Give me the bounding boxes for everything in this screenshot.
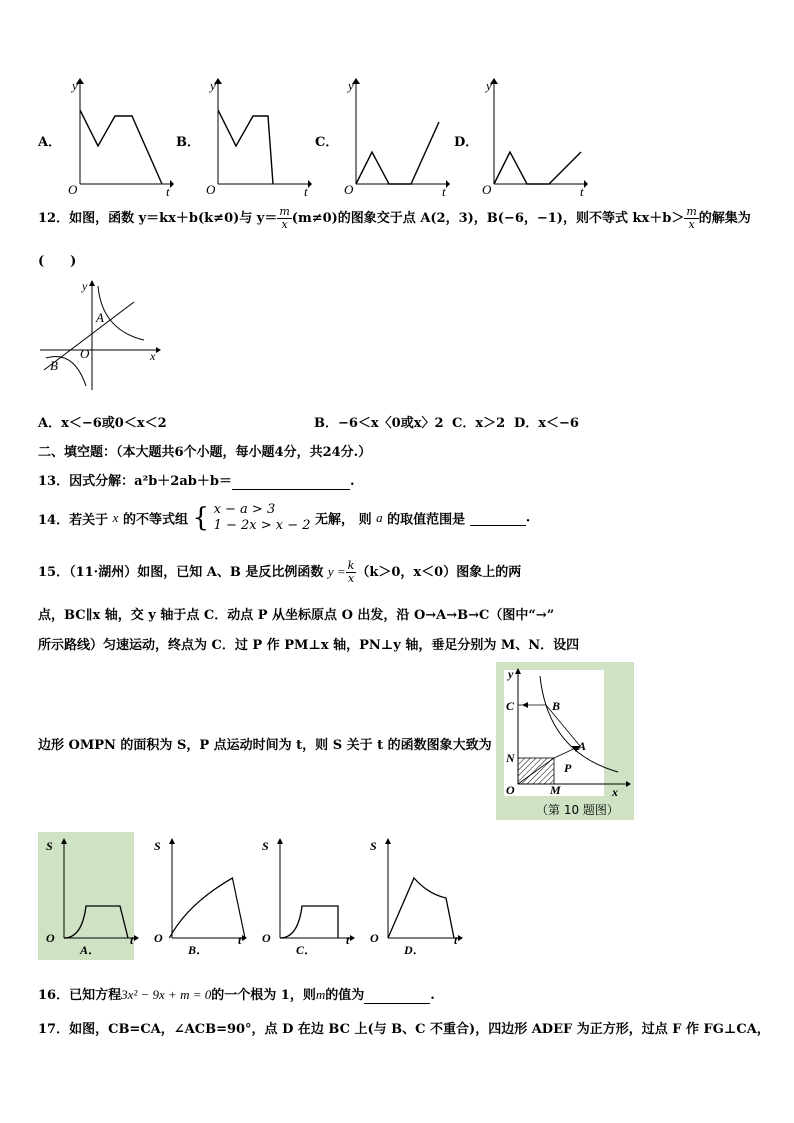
q15-line-1 bbox=[38, 560, 521, 585]
q15-fig-o: O bbox=[506, 783, 515, 797]
q14-text-1: 14．若关于 bbox=[38, 512, 109, 528]
q15-option-b-graph[interactable] bbox=[146, 834, 256, 960]
q11-option-c-label: C． bbox=[315, 135, 339, 150]
q12-stem bbox=[38, 206, 751, 231]
q11-option-a-label: A． bbox=[38, 135, 62, 150]
q12-fig-o: O bbox=[80, 346, 90, 361]
q15-b-s: S bbox=[154, 839, 161, 853]
q12-text-2: (m≠0)的图象交于点 A(2，3)，B(−6，−1)，则不等式 kx＋b＞ bbox=[291, 211, 685, 226]
q11-d-y: y bbox=[486, 78, 492, 93]
q14-text-2: 的不等式组 bbox=[122, 512, 188, 528]
q15-a-o: O bbox=[46, 931, 55, 945]
q14-text-3: 无解， 则 bbox=[315, 512, 372, 528]
q11-c-o: O bbox=[344, 182, 354, 197]
q15-a-t: t bbox=[130, 933, 134, 947]
q15-line-4: 边形 OMPN 的面积为 S，P 点运动时间为 t，则 S 关于 t 的函数图象大致为 bbox=[38, 738, 492, 753]
q13-end: . bbox=[349, 474, 355, 489]
q15-fig-m: M bbox=[550, 783, 561, 797]
q12-fig-b: B bbox=[50, 358, 58, 373]
q14-answer-blank[interactable] bbox=[470, 510, 526, 526]
q11-a-y: y bbox=[72, 78, 78, 93]
q16-answer-blank[interactable] bbox=[364, 988, 430, 1004]
q11-a-o: O bbox=[68, 182, 78, 197]
q15-line-3: 所示路线）匀速运动，终点为 C．过 P 作 PM⊥x 轴，PN⊥y 轴，垂足分别为 M、N．设四 bbox=[38, 638, 580, 653]
q15-option-d-graph[interactable] bbox=[362, 834, 472, 960]
q14-inequality-2: 1 − 2x > x − 2 bbox=[213, 518, 311, 533]
q14-inequality-1: x − a > 3 bbox=[213, 502, 276, 517]
q12-option-b[interactable]: B．−6＜x〈0或x〉2 bbox=[314, 416, 444, 431]
q15-option-a-graph[interactable] bbox=[38, 834, 148, 960]
q11-option-d-label: D． bbox=[454, 135, 479, 150]
q15-d-t: t bbox=[454, 933, 458, 947]
q15-fig-y: y bbox=[508, 667, 514, 681]
q11-b-o: O bbox=[206, 182, 216, 197]
q15-b-label: B． bbox=[188, 943, 209, 957]
q12-frac1-den: x bbox=[281, 218, 288, 231]
q12-figure bbox=[34, 278, 164, 396]
q16-text-2: 的一个根为 1，则 bbox=[211, 988, 316, 1003]
q12-option-a[interactable]: A．x＜−6或0＜x＜2 bbox=[38, 416, 167, 431]
q12-fig-a: A bbox=[96, 310, 104, 325]
q11-graph-b bbox=[198, 76, 313, 198]
q15-c-label: C． bbox=[296, 943, 317, 957]
q15-frac-num: k bbox=[347, 559, 355, 572]
q15-figure bbox=[496, 662, 634, 820]
section-heading-fill-in: 二、填空题：（本大题共6个小题，每小题4分，共24分.） bbox=[38, 445, 372, 460]
q16-text-1: 16．已知方程 bbox=[38, 988, 122, 1003]
q11-b-t: t bbox=[304, 184, 308, 198]
q11-c-y: y bbox=[348, 78, 354, 93]
q13-answer-blank[interactable] bbox=[232, 474, 350, 490]
q11-c-t: t bbox=[442, 184, 446, 198]
q15-figure-caption: （第 10 题图） bbox=[536, 803, 619, 817]
q17-stem: 17．如图，CB=CA，∠ACB=90°，点 D 在边 BC 上(与 B、C 不重合)，四边形 ADEF 为正方形，过点 F 作 FG⊥CA， bbox=[38, 1022, 770, 1037]
q15-a-s: S bbox=[46, 839, 53, 853]
q11-a-t: t bbox=[166, 184, 170, 198]
q12-fraction-1 bbox=[277, 206, 291, 231]
q12-text-1: 12．如图，函数 y＝kx＋b(k≠0)与 y＝ bbox=[38, 211, 278, 226]
q12-fraction-2 bbox=[684, 206, 698, 231]
q14-var-a: a bbox=[376, 510, 383, 525]
q12-frac2-den: x bbox=[688, 218, 695, 231]
q14-text-4: 的取值范围是 bbox=[387, 512, 466, 528]
q12-option-d[interactable]: D．x＜−6 bbox=[514, 416, 579, 431]
q11-b-y: y bbox=[210, 78, 216, 93]
q15-b-o: O bbox=[154, 931, 163, 945]
q14-var-x: x bbox=[112, 510, 119, 525]
q12-paren: ( ) bbox=[38, 254, 77, 269]
q11-graph-d bbox=[474, 76, 589, 198]
q13-text: 13．因式分解：a²b＋2ab＋b＝ bbox=[38, 474, 232, 489]
q15-fig-b: B bbox=[552, 699, 561, 713]
q15-d-o: O bbox=[370, 931, 379, 945]
q15-d-s: S bbox=[370, 839, 377, 853]
q15-fig-x: x bbox=[612, 785, 618, 799]
q15-a-label: A． bbox=[80, 943, 101, 957]
q15-d-label: D． bbox=[404, 943, 425, 957]
q15-fig-p: P bbox=[564, 761, 572, 775]
q15-line-2: 点，BC∥x 轴，交 y 轴于点 C．动点 P 从坐标原点 O 出发，沿 O→A→B→C（图中“→” bbox=[38, 608, 555, 623]
q11-d-o: O bbox=[482, 182, 492, 197]
q16-equation: 3x² − 9x + m = 0 bbox=[121, 987, 212, 1002]
q15-text-1a: 15．（11·湖州）如图，已知 A、B 是反比例函数 bbox=[38, 565, 324, 580]
q11-options bbox=[0, 70, 794, 200]
q15-fig-n: N bbox=[506, 751, 515, 765]
q15-frac-den: x bbox=[347, 572, 355, 585]
q12-frac1-num: m bbox=[279, 205, 290, 218]
q13-stem bbox=[38, 470, 354, 490]
q14-brace: { bbox=[192, 503, 210, 533]
q15-c-o: O bbox=[262, 931, 271, 945]
q11-option-b-label: B． bbox=[176, 135, 200, 150]
q11-graph-a bbox=[60, 76, 175, 198]
q14-end: . bbox=[525, 510, 531, 526]
q15-c-s: S bbox=[262, 839, 269, 853]
q15-fraction bbox=[346, 560, 357, 585]
q15-fig-c: C bbox=[506, 699, 515, 713]
q14-system bbox=[214, 502, 311, 534]
q15-c-t: t bbox=[346, 933, 350, 947]
q11-d-t: t bbox=[580, 184, 584, 198]
q15-figure-panel bbox=[496, 662, 634, 820]
q12-fig-y: y bbox=[82, 279, 88, 293]
q15-text-1b: （k＞0，x＜0）图象上的两 bbox=[356, 565, 522, 580]
q11-graph-c bbox=[336, 76, 451, 198]
q16-text-3: 的值为 bbox=[325, 988, 365, 1003]
q16-end: . bbox=[430, 988, 435, 1003]
q12-text-3: 的解集为 bbox=[698, 211, 751, 226]
q12-frac2-num: m bbox=[686, 205, 697, 218]
q15-y-eq: y = bbox=[327, 564, 346, 579]
q15-option-c-graph[interactable] bbox=[254, 834, 364, 960]
q12-fig-x: x bbox=[150, 349, 156, 363]
q14-stem bbox=[38, 502, 530, 534]
q15-b-t: t bbox=[238, 933, 242, 947]
q15-fig-a: A bbox=[578, 739, 587, 753]
q16-var-m: m bbox=[315, 987, 326, 1002]
q16-stem bbox=[38, 984, 435, 1004]
q12-option-c[interactable]: C．x＞2 bbox=[452, 416, 506, 431]
